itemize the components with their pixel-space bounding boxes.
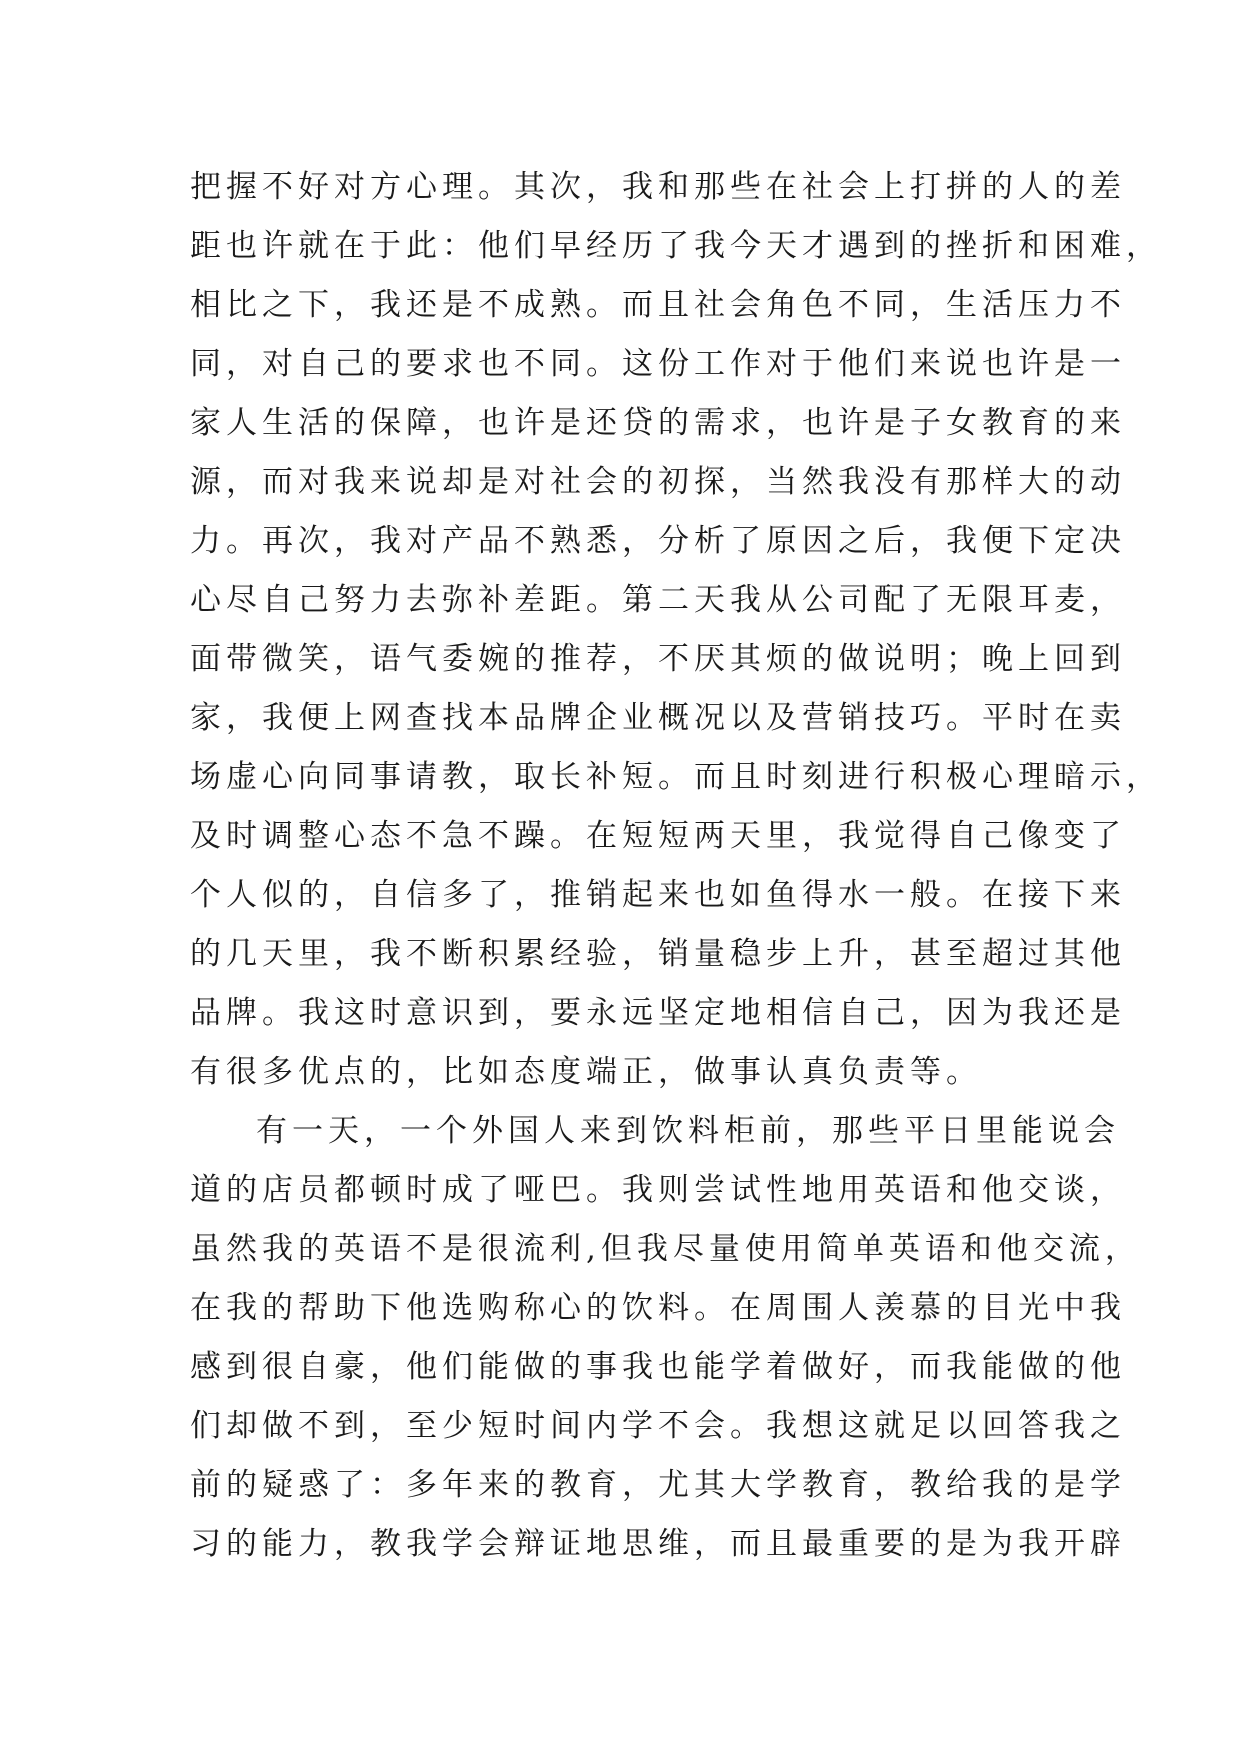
text-line: 道的店员都顿时成了哑巴。我则尝试性地用英语和他交谈，: [190, 1172, 1126, 1208]
text-line: 有很多优点的，比如态度端正，做事认真负责等。: [190, 1054, 982, 1090]
text-line: 习的能力，教我学会辩证地思维，而且最重要的是为我开辟: [190, 1526, 1126, 1562]
text-line: 前的疑惑了：多年来的教育，尤其大学教育，教给我的是学: [190, 1467, 1126, 1503]
text-line: 把握不好对方心理。其次，我和那些在社会上打拼的人的差: [190, 169, 1126, 205]
text-line: 及时调整心态不急不躁。在短短两天里，我觉得自己像变了: [190, 818, 1126, 854]
text-line: 个人似的，自信多了，推销起来也如鱼得水一般。在接下来: [190, 877, 1126, 913]
text-line: 相比之下，我还是不成熟。而且社会角色不同，生活压力不: [190, 287, 1126, 323]
text-line: 心尽自己努力去弥补差距。第二天我从公司配了无限耳麦，: [190, 582, 1126, 618]
text-line: 场虚心向同事请教，取长补短。而且时刻进行积极心理暗示，: [190, 759, 1162, 795]
text-line: 感到很自豪，他们能做的事我也能学着做好，而我能做的他: [190, 1349, 1126, 1385]
text-line: 力。再次，我对产品不熟悉，分析了原因之后，我便下定决: [190, 523, 1126, 559]
text-line: 品牌。我这时意识到，要永远坚定地相信自己，因为我还是: [190, 995, 1126, 1031]
text-line: 同，对自己的要求也不同。这份工作对于他们来说也许是一: [190, 346, 1126, 382]
paragraph-start-line: 有一天，一个外国人来到饮料柜前，那些平日里能说会: [256, 1113, 1120, 1149]
text-line: 距也许就在于此：他们早经历了我今天才遇到的挫折和困难，: [190, 228, 1162, 264]
text-line: 在我的帮助下他选购称心的饮料。在周围人羡慕的目光中我: [190, 1290, 1126, 1326]
text-line: 的几天里，我不断积累经验，销量稳步上升，甚至超过其他: [190, 936, 1126, 972]
body-text: [190, 158, 1162, 1574]
text-line: 虽然我的英语不是很流利,但我尽量使用简单英语和他交流，: [190, 1231, 1141, 1267]
text-line: 家，我便上网查找本品牌企业概况以及营销技巧。平时在卖: [190, 700, 1126, 736]
text-line: 们却做不到，至少短时间内学不会。我想这就足以回答我之: [190, 1408, 1126, 1444]
text-line: 面带微笑，语气委婉的推荐，不厌其烦的做说明；晚上回到: [190, 641, 1126, 677]
text-line: 源，而对我来说却是对社会的初探，当然我没有那样大的动: [190, 464, 1126, 500]
text-line: 家人生活的保障，也许是还贷的需求，也许是子女教育的来: [190, 405, 1126, 441]
